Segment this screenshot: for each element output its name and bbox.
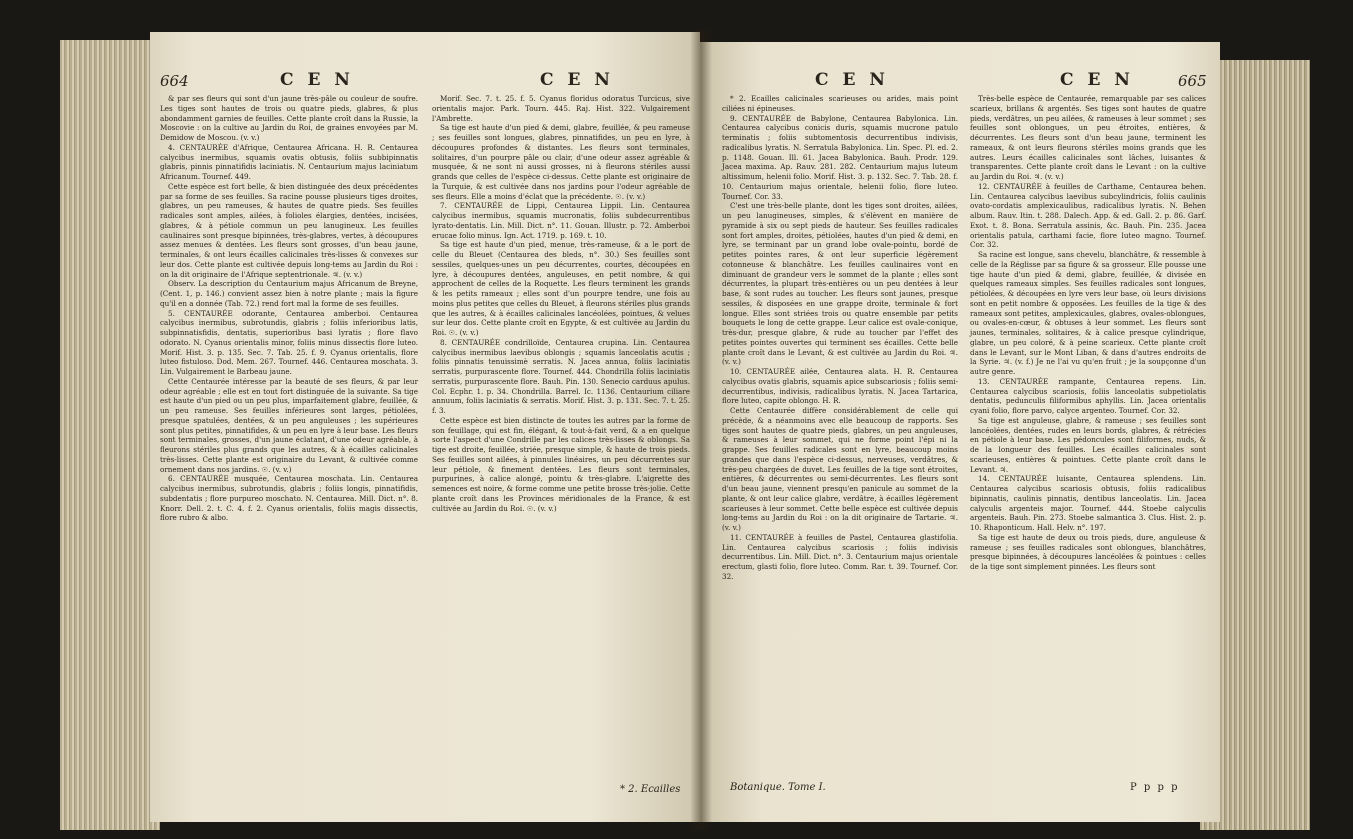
paragraph: Sa tige est haute d'un pied & demi, glabre, feuillée, & peu rameuse ; ses feuilles sont longues, glabres, pinnatifides, un peu en lyre, à découpures profondes & distantes. Les fleurs sont terminales, solitaires, d'un pourpre pâle ou clair, d'une odeur assez agréable & musquée, & ne sont ni aussi grosses, ni à fleurons stériles aussi grands que celles de l'espèce ci-dessus. Cette plante est originaire de la Turquie, & est cultivée dans nos jardins pour l'odeur agréable de ses fleurs. Elle a moins d'éclat que la précédente. ☉. (v. v.) — [432, 123, 690, 201]
paragraph: Morif. Sec. 7. t. 25. f. 5. Cyanus floridus odoratus Turcicus, sive orientalis major. Park. Tourn. 445. Raj. Hist. 322. Vulgairement l'Ambrette. — [432, 94, 690, 123]
paragraph: Sa tige est anguleuse, glabre, & rameuse ; ses feuilles sont lancéolées, dentées, rudes en leurs bords, glabres, & rétrécies en pétiole à leur base. Les pédoncules sont filiformes, nuds, & de la longueur des feuilles. Les écailles calicinales sont scarieuses, entières & pointues. Cette plante croît dans le Levant. ♃. — [970, 415, 1206, 474]
paragraph: 11. CENTAURÉE à feuilles de Pastel, Centaurea glastifolia. Lin. Centaurea calycibus scariosis ; foliis indivisis decurrentibus. Lin. Mill. Dict. n°. 3. Centaurium majus orientale erectum, glasti folio, flore luteo. Comm. Rar. t. 39. Tournef. Cor. 32. — [722, 532, 958, 581]
paragraph: Cette Centaurée intéresse par la beauté de ses fleurs, & par leur odeur agréable ; elle est en tout fort distinguée de la suivante. Sa tige est haute d'un pied ou un peu plus, imparfaitement glabre, feuillée, & un peu rameuse. Ses feuilles inférieures sont larges, pétiolées, presque spatulées, dentées, & un peu anguleuses ; les supérieures sont plus petites, pinnatifides, & un peu en lyre à leur base. Les fleurs sont terminales, grosses, d'un jaune éclatant, d'une odeur agréable, à fleurons stériles plus grands que les autres, & à écailles calicinales très-lisses. Cette plante est originaire du Levant, & cultivée comme ornement dans nos jardins. ☉. (v. v.) — [160, 376, 418, 474]
paragraph: 14. CENTAURÉE luisante, Centaurea splendens. Lin. Centaurea calycibus scariosis obtusis, foliis radicalibus bipinnatis, caulinis pinnatis, dentibus lanceolatis. Lin. Jacea calyculis argenteis major. Tournef. 444. Stoebe calyculis argenteis. Bauh. Pin. 273. Stoebe salmantica 3. Clus. Hist. 2. p. 10. Rhaponticum. Hall. Helv. n°. 197. — [970, 474, 1206, 532]
paragraph: 5. CENTAURÉE odorante, Centaurea amberboi. Centaurea calycibus inermibus, subrotundis, glabris ; foliis inferioribus latis, subpinnatisfidis, dentatis, superioribus basi lyratis ; flore flavo odorato. N. Cyanus orientalis minor, foliis minus dissectis flore luteo. Morif. Hist. 3. p. 135. Sec. 7. Tab. 25. f. 9. Cyanus orientalis, flore luteo fistuloso. Dod. Mem. 267. Tournef. 446. Centaurea moschata. 3. Lin. Vulgairement le Barbeau jaune. — [160, 308, 418, 376]
paragraph: * 2. Ecailles calicinales scarieuses ou arides, mais point ciliées ni épineuses. — [722, 94, 958, 113]
paragraph: Observ. La description du Centaurium majus Africanum de Breyne, (Cent. 1, p. 146.) convient assez bien à notre plante ; mais la figure qu'il en a donnée (Tab. 72.) rend fort mal la forme de ses feuilles. — [160, 279, 418, 308]
paragraph: Sa racine est longue, sans chevelu, blanchâtre, & ressemble à celle de la Réglisse par sa figure & sa grosseur. Elle pousse une tige haute d'un pied & demi, glabre, feuillée, & divisée en quelques rameaux simples. Ses feuilles radicales sont longues, pétiolées, & découpées en lyre vers leur base, où leurs divisions sont en petit nombre & opposées. Les feuilles de la tige & des rameaux sont petites, amplexicaules, glabres, ovales-oblongues, ou ovales-en-cœur, & obtuses à leur sommet. Les fleurs sont jaunes, terminales, solitaires, & à calice presque cylindrique, glabre, un peu coloré, & à peine scarieux. Cette plante croît dans le Levant, sur le Mont Liban, & dans d'autres endroits de la Syrie. ♃. (v. f.) Je ne l'ai vu qu'en fruit ; je la soupçonne d'un autre genre. — [970, 250, 1206, 376]
book-gutter — [690, 30, 712, 830]
paragraph: 12. CENTAURÉE à feuilles de Carthame, Centaurea behen. Lin. Centaurea calycibus laevibus subcylindricis, foliis caulinis ovato-cordatis amplexicaulibus, radicalibus lyratis. N. Behen album. Rauv. Itin. t. 288. Dalech. App. & ed. Gall. 2. p. 86. Garf. Exot. t. 8. Bona. Serratula assinis, &c. Bauh. Pin. 235. Jacea orientalis patula, carthami facie, flore luteo magno. Tournef. Cor. 32. — [970, 181, 1206, 250]
paragraph: 9. CENTAURÉE de Babylone, Centaurea Babylonica. Lin. Centaurea calycibus conicis duris, squamis mucrone patulo terminatis ; foliis subtomentosis decurrentibus indivisis, radicalibus lyratis. N. Serratula Babylonica. Lin. Spec. Pl. ed. 2. p. 1148. Gouan. Ill. 61. Jacea Babylonica. Bauh. Prodr. 129. Jacea maxima. Ap. Rauv. 281. 282. Centaurium majus luteum altissimum, helenii folio. Morif. Hist. 3. p. 132. Sec. 7. Tab. 28. f. 10. Centaurium majus orientale, helenii folio, flore luteo. Tournef. Cor. 33. — [722, 113, 958, 201]
paragraph: & par ses fleurs qui sont d'un jaune très-pâle ou couleur de soufre. Les tiges sont hautes de trois ou quatre pieds, glabres, & plus abondamment garnies de feuilles. Cette plante croît dans la Russie, la Moscovie : on la cultive au Jardin du Roi, de graines envoyées par M. Demidow de Moscou. (v. v.) — [160, 94, 418, 142]
right-page-number: 665 — [1178, 72, 1207, 90]
left-column-2 — [432, 94, 690, 513]
paragraph: Cette espèce est fort belle, & bien distinguée des deux précédentes par sa forme de ses feuilles. Sa racine pousse plusieurs tiges droites, glabres, un peu rameuses, & hautes de quatre pieds. Ses feuilles radicales sont amples, ailées, à folioles élargies, dentées, incisées, glabres, & à pétiole commun un peu lanugineux. Les feuilles caulinaires sont presque bipinnées, très-glabres, vertes, à découpures assez menues & dentées. Les fleurs sont grosses, d'un beau jaune, terminales, & ont leurs écailles calicinales très-lisses & convexes sur leur dos. Cette plante est cultivée depuis long-tems au Jardin du Roi : on la dit originaire de l'Afrique septentrionale. ♃. (v. v.) — [160, 181, 418, 279]
left-header-left: C E N — [280, 70, 354, 90]
paragraph: Sa tige est haute de deux ou trois pieds, dure, anguleuse & rameuse ; ses feuilles radicales sont oblongues, blanchâtres, presque bipinnées, à découpures lancéolées & pointues : celles de la tige sont simplement pinnées. Les fleurs sont — [970, 532, 1206, 571]
left-page-edges — [60, 40, 160, 830]
paragraph: 13. CENTAURÉE rampante, Centaurea repens. Lin. Centaurea calycibus scariosis, foliis lanceolatis subpetiolatis dentatis, pedunculis filiformibus aphyllis. Lin. Jacea orientalis cyani folio, flore parvo, calyce argenteo. Tournef. Cor. 32. — [970, 376, 1206, 415]
paragraph: 7. CENTAURÉE de Lippi, Centaurea Lippii. Lin. Centaurea calycibus inermibus, squamis mucronatis, foliis subdecurrentibus lyrato-dentatis. Lin. Mill. Dict. n°. 11. Gouan. Illustr. p. 72. Amberboi erucae folio minus. Ign. Act. 1719. p. 169. t. 10. — [432, 201, 690, 240]
paragraph: Très-belle espèce de Centaurée, remarquable par ses calices scarieux, brillans & argentés. Ses tiges sont hautes de quatre pieds, verdâtres, un peu ailées, & rameuses à leur sommet ; ses feuilles sont oblongues, un peu étroites, entières, & décurrentes. Les fleurs sont d'un beau jaune, terminent les rameaux, & ont leurs fleurons stériles moins grands que les autres. Leurs écailles calicinales sont lâches, luisantes & transparentes. Cette plante croît dans le Levant : on la cultive au Jardin du Roi. ♃. (v. v.) — [970, 94, 1206, 181]
paragraph: 10. CENTAURÉE ailée, Centaurea alata. H. R. Centaurea calycibus ovatis glabris, squamis apice subscariosis ; foliis semi-decurrentibus, indivisis, radicalibus lyratis. N. Jacea Tartarica, flore luteo, capite oblongo. H. R. — [722, 367, 958, 406]
left-catchword: * 2. Ecailles — [620, 784, 681, 795]
paragraph: Cette Centaurée diffère considérablement de celle qui précède, & a néanmoins avec elle beaucoup de rapports. Ses tiges sont hautes de quatre pieds, glabres, un peu anguleuses, & rameuses à leur sommet, qui ne forme point l'épi ni la grappe. Ses feuilles radicales sont en lyre, beaucoup moins grandes que dans l'espèce ci-dessus, nerveuses, verdâtres, & très-peu chargées de duvet. Les feuilles de la tige sont étroites, entières, & décurrentes ou semi-décurrentes. Les fleurs sont d'un beau jaune, viennent presqu'en panicule au sommet de la plante, & ont leur calice glabre, verdâtre, à écailles légèrement scarieuses à leur sommet. Cette belle espèce est cultivée depuis long-tems au Jardin du Roi : on la dit originaire de Tartarie. ♃. (v. v.) — [722, 406, 958, 532]
right-header-left: C E N — [815, 70, 889, 90]
paragraph: 6. CENTAURÉE musquée, Centaurea moschata. Lin. Centaurea calycibus inermibus, subrotundis, glabris ; foliis longis, pinnatifidis, subdentatis ; flore purpureo moschato. N. Centaurea. Mill. Dict. n°. 8. Knorr. Dell. 2. t. C. 4. f. 2. Cyanus orientalis, foliis magis dissectis, flore rubro & albo. — [160, 474, 418, 523]
paragraph: C'est une très-belle plante, dont les tiges sont droites, ailées, un peu lanugineuses, simples, & s'élèvent en manière de pyramide à six ou sept pieds de hauteur. Ses feuilles radicales sont fort amples, droites, pétiolées, hautes d'un pied & demi, en lyre, se terminant par un grand lobe ovale-pointu, bordé de petites pointes rares, & ont leur superficie légèrement cotonneuse & blanchâtre. Les feuilles caulinaires vont en diminuant de grandeur vers le sommet de la plante ; elles sont décurrentes, la plupart très-entières ou un peu dentées à leur base, & sont rudes au toucher. Les fleurs sont jaunes, presque sessiles, & disposées en une grappe droite, terminale & fort longue. Elles sont striées trois ou quatre ensemble par petits bouquets le long de cette grappe. Leur calice est ovale-conique, très-dur, presque glabre, & rude au toucher par l'effet des petites pointes ouvertes qui terminent ses écailles. Cette belle plante croît dans le Levant, & est cultivée au Jardin du Roi. ♃. (v. v.) — [722, 201, 958, 367]
left-column-1 — [160, 94, 418, 523]
paragraph: 8. CENTAURÉE condrilloïde, Centaurea crupina. Lin. Centaurea calycibus inermibus laevibus oblongis ; squamis lanceolatis acutis ; foliis pinnatis tenuissimè serratis. N. Jacea annua, foliis laciniatis serratis, purpurascente flore. Tournef. 444. Chondrilla foliis laciniatis serratis, purpurascente flore. Bauh. Pin. 130. Senecio carduus apulus. Col. Ecphr. 1. p. 34. Chondrilla. Barrel. Ic. 1136. Centaurium ciliare annuum, foliis laciniatis & serratis. Morif. Hist. 3. p. 131. Sec. 7. t. 25. f. 3. — [432, 337, 690, 415]
paragraph: Cette espèce est bien distincte de toutes les autres par la forme de son feuillage, qui est fin, élégant, & tout-à-fait verd, & a en quelque sorte l'aspect d'une Condrille par les calices très-lisses & oblongs. Sa tige est droite, feuillée, striée, presque simple, & haute de trois pieds. Ses feuilles sont ailées, à pinnules linéaires, un peu décurrentes sur leur pétiole, & finement dentées. Les fleurs sont terminales, purpurines, à calice alongé, pointu & très-glabre. L'aigrette des semences est noire, & forme comme une petite brosse très-jolie. Cette plante croît dans les Provinces méridionales de la France, & est cultivée au Jardin du Roi. ☉. (v. v.) — [432, 415, 690, 513]
left-page-number: 664 — [160, 72, 189, 90]
left-page — [150, 32, 700, 822]
right-header-right: C E N — [1060, 70, 1134, 90]
right-page — [700, 42, 1220, 822]
right-column-2 — [970, 94, 1206, 572]
right-signature: P p p p — [1130, 782, 1180, 793]
paragraph: 4. CENTAURÉE d'Afrique, Centaurea Africana. H. R. Centaurea calycibus inermibus, squamis ovatis obtusis, foliis subbipinnatis glabris, pinnis pinnatifidis laciniatis. N. Centaurium majus laciniatum Africanum. Tournef. 449. — [160, 142, 418, 181]
right-column-1 — [722, 94, 958, 582]
left-header-right: C E N — [540, 70, 614, 90]
right-footer-title: Botanique. Tome I. — [730, 782, 826, 793]
paragraph: Sa tige est haute d'un pied, menue, très-rameuse, & a le port de celle du Bleuet (Centaurea des bleds, n°. 30.) Ses feuilles sont sessiles, quelques-unes un peu décurrentes, courtes, découpées en lyre, à découpures dentées, anguleuses, en petit nombre, & qui approchent de celles de la Roquette. Les fleurs terminent les grands & les petits rameaux ; elles sont d'un pourpre tendre, une fois au moins plus petites que celles du Bleuet, à fleurons stériles plus grands que les autres, & à écailles calicinales lancéolées, pointues, & velues sur leur dos. Cette plante croît en Egypte, & est cultivée au Jardin du Roi. ☉. (v. v.) — [432, 240, 690, 337]
